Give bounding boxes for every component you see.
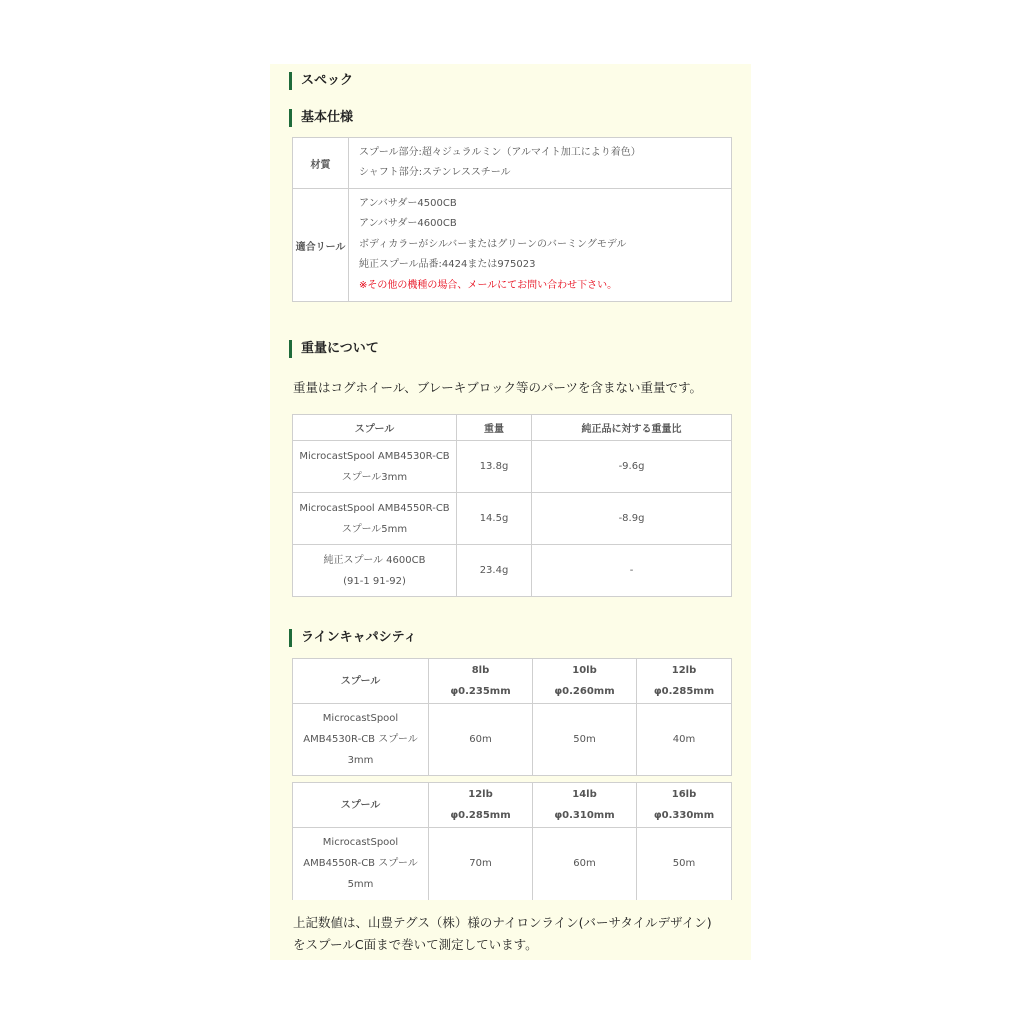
spool-name-line: スプール5mm (341, 523, 408, 535)
col-header-line (637, 659, 732, 704)
weight-intro: 重量はコグホイール、ブレーキブロック等のパーツを含まない重量です。 (293, 380, 703, 395)
capacity-note (293, 912, 712, 956)
line-lb: 12lb (671, 665, 697, 676)
capacity-table-5mm (292, 782, 732, 900)
heading-weight: 重量について (289, 340, 379, 358)
table-header-row (293, 783, 732, 828)
capacity-value: 40m (637, 704, 732, 776)
capacity-value: 50m (533, 704, 637, 776)
line-dia: φ0.260mm (554, 686, 615, 697)
line-dia: φ0.285mm (653, 686, 715, 697)
spool-name (293, 493, 457, 545)
col-header-ratio: 純正品に対する重量比 (532, 415, 732, 441)
capacity-note-line: 上記数値は、山豊テグス（株）様のナイロンライン(バーサタイルデザイン) (293, 915, 712, 930)
table-row (293, 138, 732, 189)
spool-name-line: スプール3mm (341, 471, 408, 483)
reel-note: ※その他の機種の場合、メールにてお問い合わせ下さい。 (359, 279, 618, 291)
spool-name (293, 704, 429, 776)
line-lb: 12lb (468, 789, 493, 800)
col-header-weight: 重量 (457, 415, 532, 441)
spool-name-line: MicrocastSpool (322, 713, 399, 724)
reel-line: ボディカラーがシルバーまたはグリーンのバーミングモデル (359, 238, 627, 250)
material-line: スプール部分:超々ジュラルミン（アルマイト加工により着色） (359, 146, 641, 158)
capacity-value: 70m (429, 828, 533, 900)
col-header-line (533, 783, 637, 828)
spool-name (293, 441, 457, 493)
heading-basic-spec: 基本仕様 (289, 109, 353, 127)
spool-weight: 13.8g (457, 441, 532, 493)
capacity-value: 60m (429, 704, 533, 776)
spool-weight: 14.5g (457, 493, 532, 545)
table-row (293, 545, 732, 597)
table-row (293, 441, 732, 493)
spool-name-line: (91-1 91-92) (343, 575, 406, 587)
spool-name-line: AMB4530R-CB スプール (303, 734, 418, 745)
spool-name (293, 545, 457, 597)
line-dia: φ0.235mm (450, 686, 511, 697)
heading-capacity: ラインキャパシティ (289, 629, 417, 647)
table-header-row (293, 415, 732, 441)
spool-name-line: 3mm (347, 755, 374, 766)
table-header-row (293, 659, 732, 704)
col-header-spool: スプール (293, 783, 429, 828)
capacity-value: 50m (637, 828, 732, 900)
reel-label: 適合リール (293, 189, 349, 302)
material-label: 材質 (293, 138, 349, 189)
spool-name-line: MicrocastSpool AMB4530R-CB (299, 450, 450, 462)
capacity-note-line: をスプールC面まで巻いて測定しています。 (293, 937, 538, 952)
spool-weight: 23.4g (457, 545, 532, 597)
line-dia: φ0.285mm (450, 810, 511, 821)
reel-line: 純正スプール品番:4424または975023 (359, 259, 536, 271)
col-header-line (637, 783, 732, 828)
line-dia: φ0.330mm (653, 810, 715, 821)
spool-ratio: - (532, 545, 732, 597)
col-header-line (429, 783, 533, 828)
weight-table (292, 414, 732, 597)
reel-line: アンバサダー4600CB (359, 218, 457, 230)
spool-ratio: -9.6g (532, 441, 732, 493)
col-header-spool: スプール (293, 659, 429, 704)
table-row (293, 828, 732, 900)
line-lb: 14lb (572, 789, 597, 800)
col-header-line (533, 659, 637, 704)
spool-name-line: MicrocastSpool AMB4550R-CB (299, 502, 450, 514)
spool-ratio: -8.9g (532, 493, 732, 545)
spool-name (293, 828, 429, 900)
spool-name-line: 5mm (347, 879, 374, 891)
table-row (293, 493, 732, 545)
material-value (349, 138, 732, 189)
reel-line: アンバサダー4500CB (359, 197, 457, 209)
spool-name-line: MicrocastSpool (322, 837, 399, 849)
basic-spec-table (292, 137, 732, 302)
table-row (293, 189, 732, 302)
capacity-value: 60m (533, 828, 637, 900)
col-header-spool: スプール (293, 415, 457, 441)
col-header-line (429, 659, 533, 704)
line-lb: 10lb (572, 665, 597, 676)
reel-value (349, 189, 732, 302)
capacity-table-3mm (292, 658, 732, 776)
heading-spec: スペック (289, 72, 353, 90)
line-dia: φ0.310mm (554, 810, 615, 821)
line-lb: 16lb (671, 789, 697, 800)
spool-name-line: 純正スプール 4600CB (323, 554, 426, 566)
table-row (293, 704, 732, 776)
material-line: シャフト部分:ステンレススチール (359, 167, 511, 178)
spool-name-line: AMB4550R-CB スプール (303, 858, 418, 870)
line-lb: 8lb (471, 665, 490, 676)
